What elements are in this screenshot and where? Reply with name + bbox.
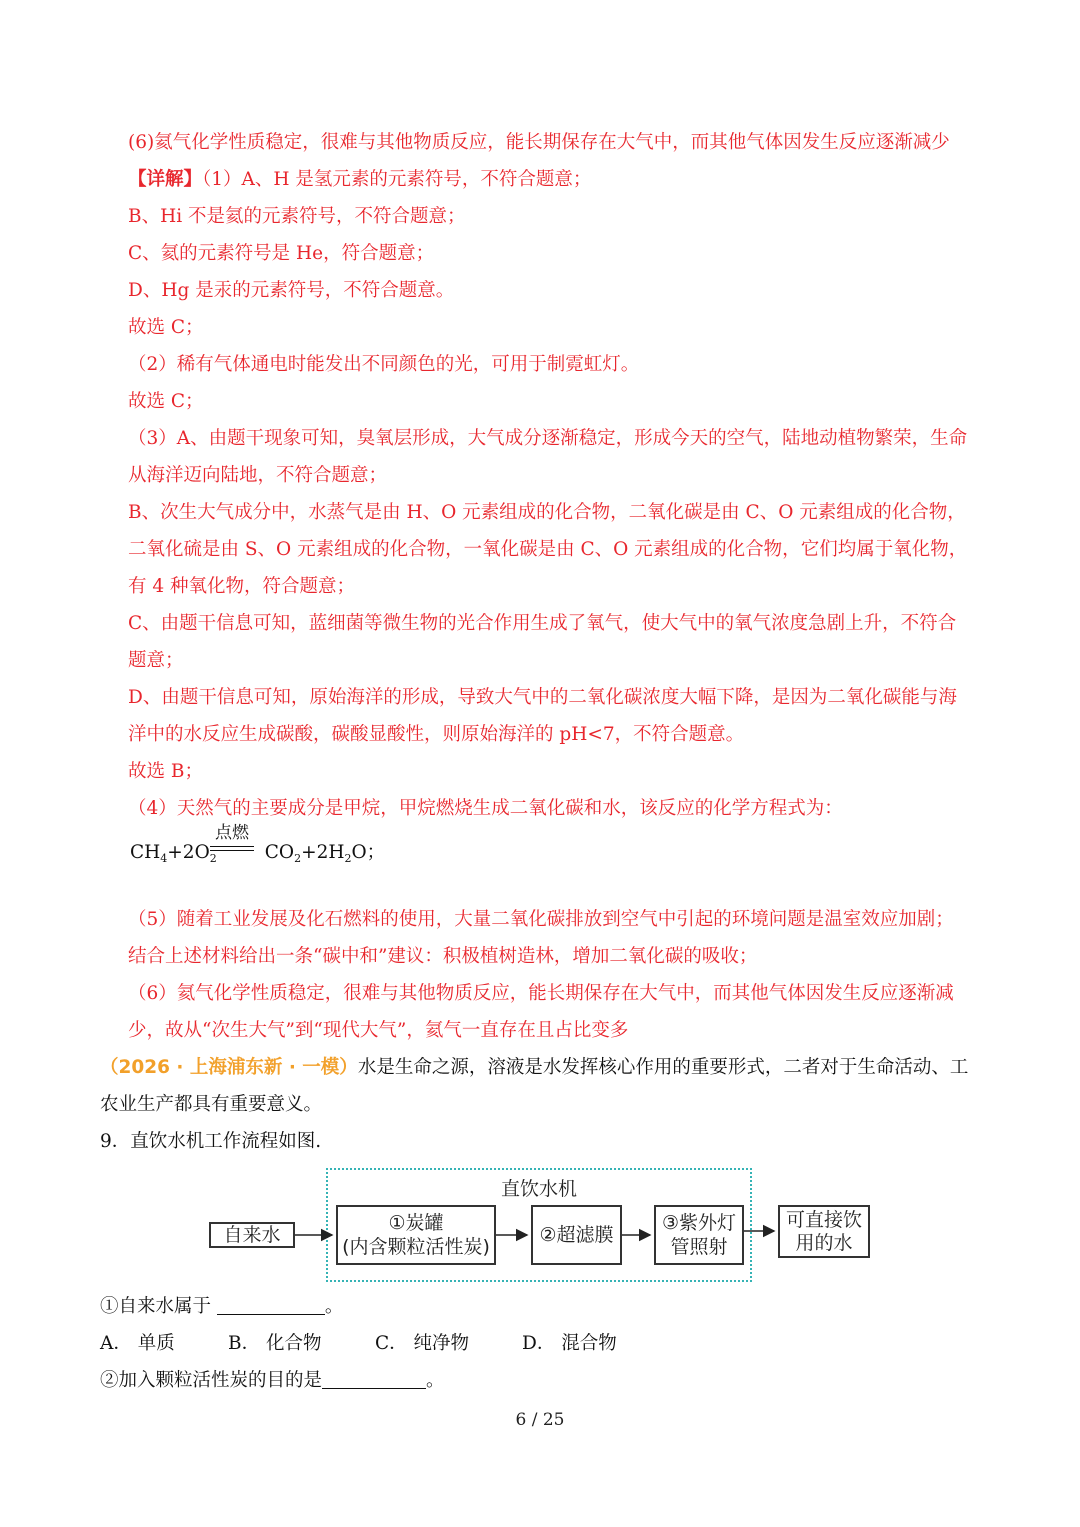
source-tag: （2026 · 上海浦东新 · 一模） [100, 1057, 358, 1078]
explanation-line: 从海洋迈向陆地，不符合题意； [128, 465, 388, 486]
answer-blank[interactable] [217, 1294, 325, 1315]
explanation-line: 有 4 种氧化物，符合题意； [128, 576, 356, 597]
reaction-condition: 点燃 [215, 823, 249, 843]
explanation-line: 洋中的水反应生成碳酸，碳酸显酸性，则原始海洋的 pH<7，不符合题意。 [128, 724, 745, 745]
machine-title: 直饮水机 [500, 1178, 577, 1200]
answer-line-6-summary: (6)氦气化学性质稳定，很难与其他物质反应，能长期保存在大气中，而其他气体因发生反应逐渐减少 [128, 132, 950, 153]
sub-question-2: ②加入颗粒活性炭的目的是 。 [100, 1370, 445, 1391]
detail-tag: 【详解】 [128, 169, 203, 190]
explanation-line: B、Hi 不是氦的元素符号，不符合题意； [128, 206, 466, 227]
option-a: A． 单质 [100, 1333, 175, 1354]
answer-blank[interactable] [322, 1368, 426, 1389]
question-intro-cont: 农业生产都具有重要意义。 [100, 1094, 323, 1115]
detail-line-text: （1）A、H 是氢元素的元素符号，不符合题意； [202, 169, 592, 190]
explanation-line: 故选 C； [128, 391, 204, 412]
explanation-line: 故选 C； [128, 317, 204, 338]
question-9: 9．直饮水机工作流程如图. [100, 1131, 322, 1152]
option-c: C． 纯净物 [375, 1333, 470, 1354]
explanation-line: B、次生大气成分中，水蒸气是由 H、O 元素组成的化合物，二氧化碳是由 C、O 元素组成的化合物， [128, 502, 966, 523]
sub-question-1: ①自来水属于 。 [100, 1296, 344, 1317]
page-number: 6 / 25 [515, 1410, 565, 1430]
chemical-equation: $CH_4+2O_2$ $CO_2+2H_2O$； 点燃 [130, 838, 385, 865]
explanation-line: （4）天然气的主要成分是甲烷，甲烷燃烧生成二氧化碳和水，该反应的化学方程式为： [128, 798, 843, 819]
tap-water-box: 自来水 [209, 1222, 295, 1248]
option-d: D． 混合物 [522, 1333, 617, 1354]
explanation-line: 少，故从“次生大气”到“现代大气”，氦气一直存在且占比变多 [128, 1020, 629, 1041]
carbon-tank-box: ①炭罐 (内含颗粒活性炭) [336, 1205, 496, 1265]
explanation-line: D、由题干信息可知，原始海洋的形成，导致大气中的二氧化碳浓度大幅下降，是因为二氧化碳能与海 [128, 687, 957, 708]
explanation-line: 二氧化硫是由 S、O 元素组成的化合物，一氧化碳是由 C、O 元素组成的化合物，它们均属于氧化物， [128, 539, 968, 560]
explanation-line: （6）氦气化学性质稳定，很难与其他物质反应，能长期保存在大气中，而其他气体因发生反应逐渐减 [128, 983, 954, 1004]
ultrafiltration-box: ②超滤膜 [531, 1205, 622, 1265]
explanation-line: （3）A、由题干现象可知，臭氧层形成，大气成分逐渐稳定，形成今天的空气，陆地动植物繁荣，生命 [128, 428, 968, 449]
explanation-line: C、由题干信息可知，蓝细菌等微生物的光合作用生成了氧气，使大气中的氧气浓度急剧上升，不符合 [128, 613, 957, 634]
explanation-line: （5）随着工业发展及化石燃料的使用，大量二氧化碳排放到空气中引起的环境问题是温室效应加剧； [128, 909, 954, 930]
question-intro: （2026 · 上海浦东新 · 一模）水是生命之源，溶液是水发挥核心作用的重要形式，二者对于生命活动、工 [100, 1057, 969, 1078]
explanation-line: 题意； [128, 650, 184, 671]
uv-lamp-box: ③紫外灯 管照射 [654, 1205, 744, 1265]
explanation-line: D、Hg 是汞的元素符号，不符合题意。 [128, 280, 455, 301]
option-b: B． 化合物 [228, 1333, 322, 1354]
explanation-line: 故选 B； [128, 761, 203, 782]
drinkable-water-box: 可直接饮 用的水 [778, 1205, 870, 1258]
explanation-line: 结合上述材料给出一条“碳中和”建议：积极植树造林，增加二氧化碳的吸收； [128, 946, 758, 967]
explanation-line: （2）稀有气体通电时能发出不同颜色的光，可用于制霓虹灯。 [128, 354, 640, 375]
explanation-line: C、氦的元素符号是 He，符合题意； [128, 243, 435, 264]
